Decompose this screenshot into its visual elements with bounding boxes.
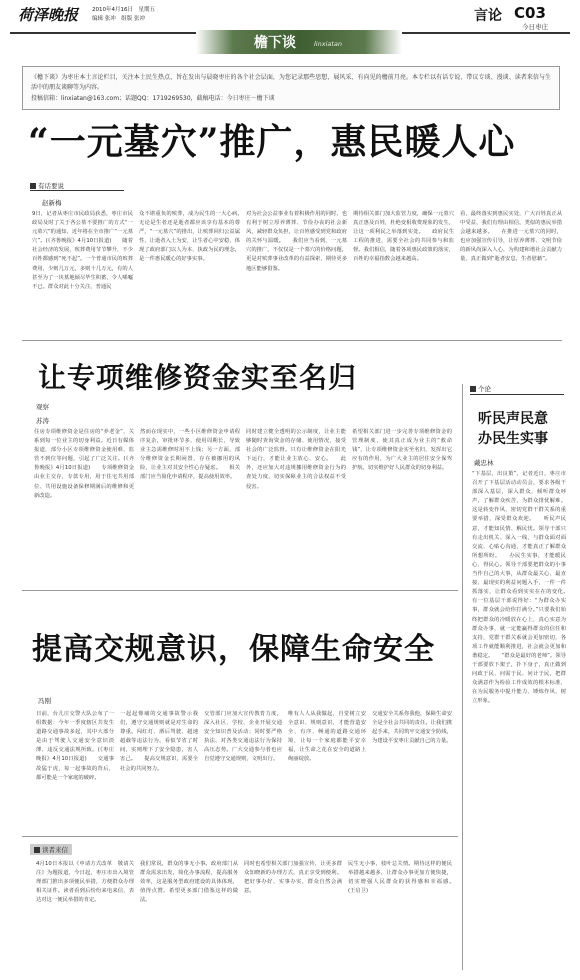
sidebar-headline-1: 听民声民意 bbox=[478, 411, 548, 427]
article3-col4: 唯有人人从我做起，自觉树立安全意识、规则意识，才能营造安全、有序、畅通的道路交通环境，让每一个家庭都能平安幸福，让生命之花在安全的道路上绚丽绽放。 bbox=[288, 711, 366, 763]
article4-col3: 同时也希望相关部门加强宣传，让更多群众知晓新的办理方式，真正享受到便利。把好事办好、实事办实，群众自然会满意。 bbox=[244, 861, 342, 895]
article1-tag-rule bbox=[30, 190, 124, 191]
article2-headline: 让专项维修资金实至名归 bbox=[38, 361, 358, 394]
article2-col1: 住房专项维修资金是住房的“养老金”，关系到每一位业主的切身利益。近日有媒体报道，部分小区专项维修资金使用难、监管不到位等问题，引起了广泛关注。(《齐鲁晚报》4月10日报道) 专项维修资金由业主交存，专款专用，用于住宅共用部位、共用设施设备保修期满后的维修和更新改造。 bbox=[34, 429, 134, 499]
sidebar-headline-2: 办民生实事 bbox=[478, 431, 548, 447]
sidebar-author: 戴忠林 bbox=[474, 459, 494, 467]
article3-col3: 交管部门应加大宣传教育力度，深入社区、学校、企业开展交通安全知识普及活动；同时要严格执法，对各类交通违法行为保持高压态势。广大交通参与者也应自觉遵守交通规则，文明出行。 bbox=[204, 711, 282, 763]
article4-col4: 民生无小事，枝叶总关情。期待这样的便民举措越来越多，让群众办事更加方便快捷，切实增强人民群众的获得感和幸福感。 (王启卫) bbox=[348, 861, 452, 895]
intro-text: 《檐下谈》为枣庄本土言论栏目，关注本土民生热点，旨在发出与晨晓枣庄的各个社会层面，为您记录那些思想，展风采、有向见的檐前月亮。本专栏以有话专说、带议专谈、漫谈、读者来信与生活中的朋友谈聊等为内容。 bbox=[31, 74, 551, 91]
tag-marker-icon bbox=[34, 847, 40, 853]
section-title: 言论 bbox=[474, 8, 502, 24]
article4-tag bbox=[30, 844, 72, 855]
article1-col3: 对为社会公益事业有着积极作用的同时，也有利于树立厚养薄葬、节俭办丧的社会新风，减轻群众负担，让百姓感受到党和政府的关怀与温暖。 我们应当看到，一元墓穴的推广，不仅仅是一个墓穴的价格问题，更是对殡葬事业改革的有益探索，期待更多地区能够借鉴。 bbox=[246, 211, 347, 272]
intro-box bbox=[22, 66, 560, 110]
article4-col2: 我们常说，群众的事无小事。政府部门从群众需求出发，简化办事流程，提高服务效率，这是服务型政府建设的具体体现，值得点赞。希望更多部门借鉴这样的做法。 bbox=[140, 861, 238, 904]
article1-col4: 期待相关部门加大监管力度，确保一元墓穴真正惠及百姓，杜绝变相收费现象的发生，让这一项利民之举落到实处。 政府民生工程的推进，需要全社会的共同参与和监督。我们相信，随着各项惠民政策的落实，百姓的幸福指数会越来越高。 bbox=[353, 211, 454, 263]
sidebar-text: “下基层，出良策”，记者近日，枣庄市召开了下基层活动动员会，要求各级干部深入基层，深入群众，倾听群众呼声，了解群众疾苦，为群众排忧解难。这是转变作风、密切党群干群关系的重要举措，深受群众欢迎。 听民声民意，才能知民情、解民忧。领导干部只有走出机关、深入一线，与群众面对面交流、心贴心沟通，才能真正了解群众所想所盼。 办民生实事，才能暖民心、得民心。领导干部要把群众的小事当作自己的大事，从群众最关心、最直接、最现实的利益问题入手，一件一件抓落实，让群众看到实实在在的变化。 有一位基层干部说得好：“为群众办实事，群众就会给你打满分。”只要我们始终把群众的冷暖放在心上，真心实意为群众办事，就一定能赢得群众的信任和支持，党群干群关系就会更加密切，各项工作就能顺利推进，社会就会更加和谐稳定。 “群众是最好的老师”。领导干部要放下架子，扑下身子，真正做到问政于民、问需于民、问计于民，把群众满意作为检验工作成效的根本标准，在为民服务中提升能力、锤炼作风、树立形象。 bbox=[472, 471, 566, 705]
article3-headline: 提高交规意识，保障生命安全 bbox=[32, 632, 435, 667]
article1-bottom-rule bbox=[22, 340, 562, 341]
article2-col3: 同时建立健全透明的公示制度，让业主能够随时查询资金的存储、使用情况，接受社会的广泛监督。只有让维修资金在阳光下运行，才能让业主放心、安心。 此外，还应加大对违规挪用维修资金行为的查处力度，切实保障业主的合法权益不受侵害。 bbox=[246, 429, 346, 490]
article2-author: 苏涛 bbox=[36, 417, 49, 425]
page-subtitle: 今日枣庄 bbox=[522, 23, 548, 31]
article2-col2: 然而在现实中，一些小区维修资金申请程序复杂，审批环节多，使用周期长，导致业主急需维修时用不上钱；另一方面，部分维修资金长期闲置，存在被挪用的风险，让业主对其安全性心存疑虑。 相关部门应当简化申请程序，提高使用效率。 bbox=[140, 429, 240, 481]
tag-marker-icon bbox=[30, 183, 36, 189]
article3-author: 冯刚 bbox=[38, 697, 51, 705]
article1-col5: 看，最终落实到惠民实处，广大百姓真正从中受益，我们有理由相信，类似的惠民举措会越来越多。 在推进一元墓穴的同时，也应加强宣传引导，让厚养薄葬、文明节俭的新风尚深入人心，为构建和谐社会贡献力量，真正做到“逝者安息，生者慰藉”。 bbox=[460, 211, 562, 263]
editor-line: 编辑 张冲 组版 张冲 bbox=[92, 16, 145, 22]
intro-contact: 投稿信箱：linxiatan@163.com；话题QQ：1719269530，截稿电话：今日枣庄－檐下谈 bbox=[31, 95, 275, 102]
sidebar-tag-text: 个论 bbox=[478, 385, 491, 393]
article1-col1: 9日，记者从枣庄市民政局获悉，枣庄市民政局及时了关于各公墓不要推广的方式“一元墓穴”的通知，近年将在全市推广“一元墓穴”。(《齐鲁晚报》4月10日报道) 随着社会经济的发展，殡葬费用节节攀升，不少百姓都感到“死不起”。一个普通市民的殡葬费用，少则几万元，多则十几万元，有的人甚至为了一块墓地倾尽毕生积蓄，令人唏嘘不已。群众对此十分关注，普通民 bbox=[32, 211, 133, 290]
sidebar-divider bbox=[462, 384, 463, 970]
article4-tag-text: 读者来信 bbox=[42, 846, 68, 854]
page-number: C03 bbox=[514, 4, 546, 22]
article4-col1: 4月10日本报以《申请方式改革 敬请关注》为题报道，今日起，枣庄市出入境管理部门推出多项便民举措，方便群众办理相关证件。读者看到后纷纷来电来信，表达对这一便民举措的肯定。 bbox=[36, 861, 134, 904]
article1-author: 赵新梅 bbox=[42, 199, 62, 207]
banner-title: 檐下谈 bbox=[254, 35, 296, 51]
paper-name: 荷泽晚报 bbox=[18, 6, 79, 24]
article2-bottom-rule bbox=[22, 590, 458, 591]
article1-tag bbox=[30, 181, 64, 190]
tag-marker-icon bbox=[470, 386, 476, 392]
sidebar-tag-rule bbox=[470, 394, 564, 395]
article2-col4: 希望相关部门进一步完善专项维修资金的管理制度，使其真正成为业主的“救命钱”，让专项维修资金实至名归，发挥出它应有的作用，为广大业主的居住安全保驾护航，切实维护好人民群众的切身利益。 bbox=[352, 429, 452, 472]
article3-col1: 日前，台儿庄交警大队公布了一组数据：今年一季度辖区共发生道路交通事故多起，其中大部分是由于驾驶人交通安全意识淡薄、违反交通法规所致。(《枣庄晚报》4月10日报道) 交通事故猛于虎，每一起事故的背后，都可能是一个家庭的破碎。 bbox=[36, 711, 114, 781]
banner-subtitle: linxiatan bbox=[314, 40, 343, 48]
issue-date: 2010年4月16日 星期五 bbox=[92, 7, 155, 13]
article1-col2: 众不堪重负的殡葬，成为民生的一大心病。 无论是生者还是逝者都应该享有基本的尊严，“一元墓穴”的推出，让殡葬回归公益属性，让逝者入土为安，让生者心中安稳，体现了政府部门以人为本、执政为民的理念，是一件惠民暖心的好事实事。 bbox=[139, 211, 240, 263]
article2-tag: 观察 bbox=[36, 403, 49, 411]
article3-col5: 交通安全关系你我他，保障生命安全是全社会共同的责任。让我们携起手来，共同筑牢交通安全防线，为建设平安枣庄贡献自己的力量。 bbox=[372, 711, 452, 745]
sidebar-tag bbox=[470, 384, 491, 393]
article3-col2: 一起起惨痛的交通事故警示我们，遵守交通规则就是对生命的尊重。闯红灯、酒后驾驶、超速超载等违法行为，看似节省了时间，实则埋下了安全隐患，害人害己。 提高交规意识，需要全社会的共同努力。 bbox=[120, 711, 198, 772]
article1-headline: “一元墓穴”推广，惠民暖人心 bbox=[28, 121, 516, 163]
column-banner bbox=[196, 30, 402, 54]
article1-tag-text: 有话要说 bbox=[38, 182, 64, 190]
article3-bottom-rule bbox=[22, 836, 458, 837]
